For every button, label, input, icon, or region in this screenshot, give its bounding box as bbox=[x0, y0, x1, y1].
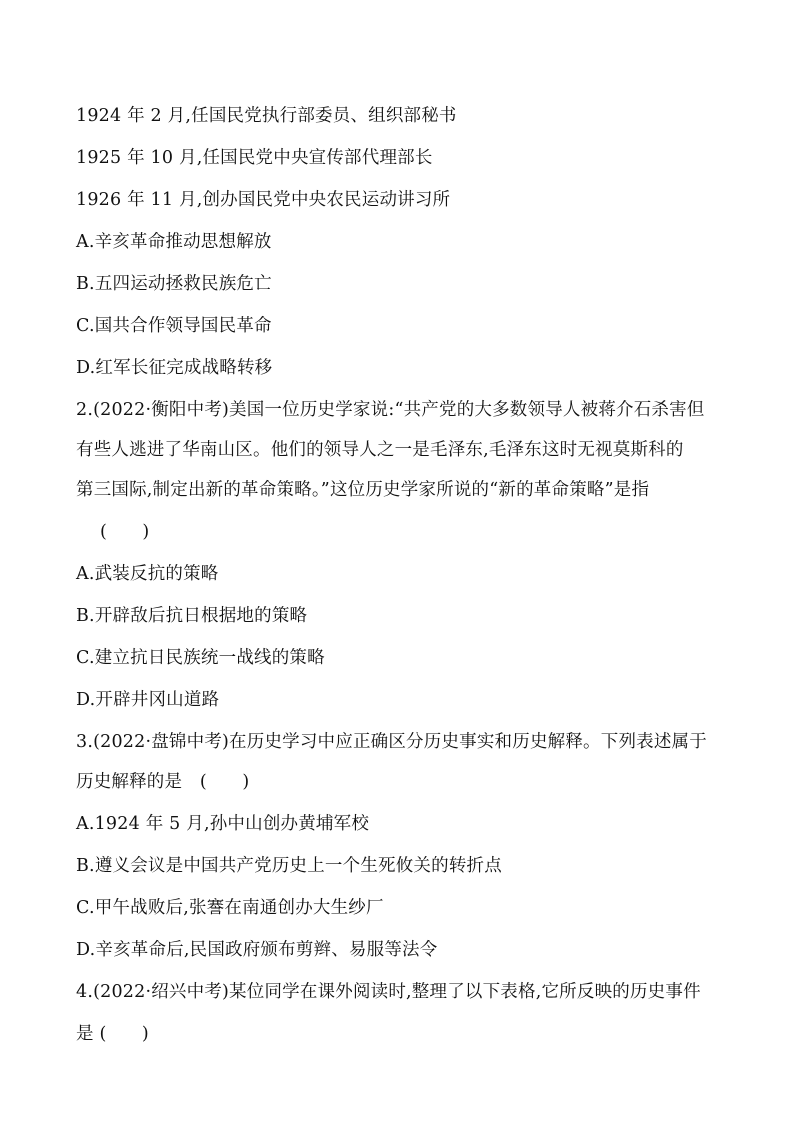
q2-answer-blank: ( ) bbox=[100, 522, 150, 542]
q4-stem-line-2: 是 ( ) bbox=[76, 1024, 149, 1044]
q2-option-d: D.开辟井冈山道路 bbox=[76, 690, 220, 710]
q2-stem-line-2: 有些人逃进了华南山区。他们的领导人之一是毛泽东,毛泽东这时无视莫斯科的 bbox=[76, 440, 684, 460]
q3-option-c: C.甲午战败后,张謇在南通创办大生纱厂 bbox=[76, 898, 384, 918]
q3-stem-line-2: 历史解释的是 ( ) bbox=[76, 772, 250, 792]
q2-option-b: B.开辟敌后抗日根据地的策略 bbox=[76, 606, 308, 626]
q3-stem-line-1: 3.(2022·盘锦中考)在历史学习中应正确区分历史事实和历史解释。下列表述属于 bbox=[76, 732, 707, 752]
q2-stem-line-3: 第三国际,制定出新的革命策略。”这位历史学家所说的“新的革命策略”是指 bbox=[76, 480, 650, 500]
timeline-entry-1926: 1926 年 11 月,创办国民党中央农民运动讲习所 bbox=[76, 190, 451, 210]
q2-option-c: C.建立抗日民族统一战线的策略 bbox=[76, 648, 325, 668]
q1-option-c: C.国共合作领导国民革命 bbox=[76, 316, 272, 336]
timeline-entry-1925: 1925 年 10 月,任国民党中央宣传部代理部长 bbox=[76, 148, 433, 168]
q4-stem-line-1: 4.(2022·绍兴中考)某位同学在课外阅读时,整理了以下表格,它所反映的历史事件 bbox=[76, 982, 701, 1002]
q3-option-b: B.遵义会议是中国共产党历史上一个生死攸关的转折点 bbox=[76, 856, 502, 876]
q1-option-b: B.五四运动拯救民族危亡 bbox=[76, 274, 272, 294]
q1-option-a: A.辛亥革命推动思想解放 bbox=[76, 232, 272, 252]
q2-stem-line-1: 2.(2022·衡阳中考)美国一位历史学家说:“共产党的大多数领导人被蒋介石杀害但 bbox=[76, 400, 705, 420]
timeline-entry-1924: 1924 年 2 月,任国民党执行部委员、组织部秘书 bbox=[76, 106, 457, 126]
q1-option-d: D.红军长征完成战略转移 bbox=[76, 358, 273, 378]
q3-option-d: D.辛亥革命后,民国政府颁布剪辫、易服等法令 bbox=[76, 940, 438, 960]
q3-option-a: A.1924 年 5 月,孙中山创办黄埔军校 bbox=[76, 814, 370, 834]
q2-option-a: A.武装反抗的策略 bbox=[76, 564, 219, 584]
